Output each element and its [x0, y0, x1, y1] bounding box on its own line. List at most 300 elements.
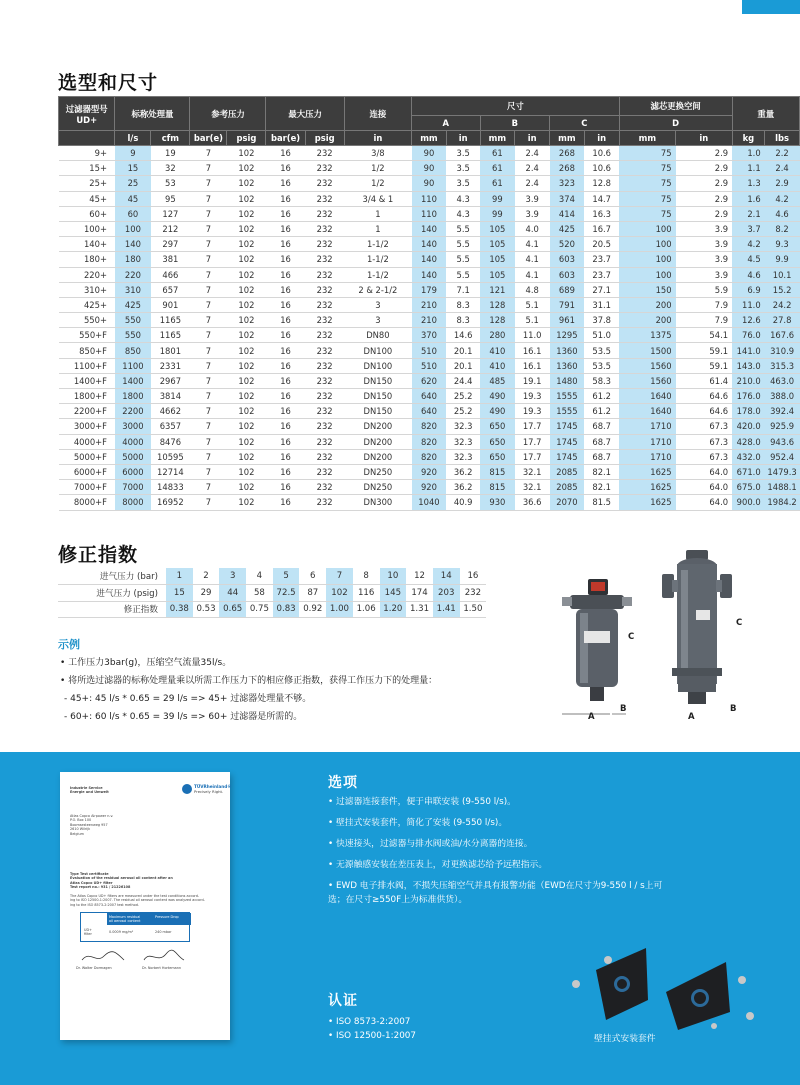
model-cell: 60+ [59, 206, 115, 221]
table-cell: 3/4 & 1 [344, 191, 411, 206]
table-cell: 5.9 [676, 282, 732, 297]
table-cell: 16 [266, 419, 305, 434]
table-cell: 315.3 [765, 358, 800, 373]
table-cell: 16.1 [515, 358, 550, 373]
table-cell: 220 [115, 267, 151, 282]
correction-value: 0.65 [219, 601, 246, 618]
correction-value: 0.92 [299, 601, 326, 618]
table-cell: 1745 [550, 449, 585, 464]
table-cell: 54.1 [676, 328, 732, 343]
example-line: - 60+: 60 l/s * 0.65 = 39 l/s => 60+ 过滤器是所需的。 [64, 712, 303, 722]
table-cell: 640 [412, 404, 447, 419]
table-row [59, 161, 800, 176]
table-cell: 310 [115, 282, 151, 297]
table-cell: 32.3 [446, 434, 480, 449]
correction-label: 修正指数 [58, 601, 166, 618]
correction-value: 0.53 [193, 601, 220, 618]
table-cell: 7 [190, 373, 227, 388]
table-row [59, 267, 800, 282]
table-cell: 7000 [115, 480, 151, 495]
table-cell: 5.5 [446, 237, 480, 252]
table-cell: 657 [151, 282, 190, 297]
table-cell: 102 [227, 297, 266, 312]
table-cell: 17.7 [515, 419, 550, 434]
correction-value: 1.20 [380, 601, 407, 618]
option-item: • 壁挂式安装套件，简化了安装 (9-550 l/s)。 [328, 818, 508, 828]
table-cell: 4.1 [515, 267, 550, 282]
table-cell: 32.3 [446, 419, 480, 434]
table-cell: 36.6 [515, 495, 550, 510]
table-cell: 20.1 [446, 358, 480, 373]
spec-table [58, 96, 800, 511]
table-cell: 2.4 [765, 161, 800, 176]
table-cell: 76.0 [732, 328, 765, 343]
table-cell: 68.7 [584, 434, 619, 449]
table-cell: 4.8 [515, 282, 550, 297]
cert-signer-2: Dr. Norbert Hortemann [142, 966, 182, 970]
table-cell: 12.6 [732, 313, 765, 328]
table-cell: 12714 [151, 464, 190, 479]
unit-header: mm [550, 131, 585, 146]
table-cell: 232 [305, 161, 344, 176]
table-cell: 5.5 [446, 267, 480, 282]
table-cell: 16 [266, 343, 305, 358]
correction-value: 15 [166, 585, 193, 602]
unit-header: lbs [765, 131, 800, 146]
header-dimensions: 尺寸 [412, 97, 620, 116]
options-title: 选项 [328, 775, 358, 791]
table-cell: 143.0 [732, 358, 765, 373]
table-cell: 381 [151, 252, 190, 267]
table-cell: 178.0 [732, 404, 765, 419]
table-cell: 232 [305, 267, 344, 282]
model-cell: 8000+F [59, 495, 115, 510]
table-cell: 102 [227, 434, 266, 449]
table-cell: 1400 [115, 373, 151, 388]
correction-value: 6 [299, 568, 326, 585]
option-item: 选；在尺寸≥550F上为标准供货）。 [328, 894, 468, 905]
table-cell: 1165 [151, 313, 190, 328]
table-cell: 23.7 [584, 252, 619, 267]
table-row [59, 419, 800, 434]
cert-tagline: Precisely Right. [194, 789, 224, 794]
table-cell: 930 [480, 495, 515, 510]
table-cell: 7 [190, 191, 227, 206]
table-cell: 45 [115, 191, 151, 206]
table-cell: 210 [412, 297, 447, 312]
correction-value: 4 [246, 568, 273, 585]
cert-body: The Atlas Copco UD+ filters are measured under the test conditions accord- ing to ISO 12500-1:2007. The residual oil aerosol content was analyzed accord- ing to the ISO 8573-2:2007 test method. [70, 894, 205, 907]
table-cell: 19.3 [515, 389, 550, 404]
table-cell: 16.7 [584, 221, 619, 236]
model-cell: 2200+F [59, 404, 115, 419]
table-cell: 20.1 [446, 343, 480, 358]
table-cell: 620 [412, 373, 447, 388]
table-cell: 61 [480, 161, 515, 176]
dim-label-b-large: B [730, 704, 737, 714]
table-row [59, 252, 800, 267]
table-cell: 2.9 [676, 176, 732, 191]
model-cell: 310+ [59, 282, 115, 297]
unit-header: in [344, 131, 411, 146]
table-cell: 650 [480, 449, 515, 464]
table-cell: 1 [344, 221, 411, 236]
correction-row [58, 601, 486, 618]
table-cell: 1040 [412, 495, 447, 510]
dim-label-b: B [620, 704, 627, 714]
table-cell: 102 [227, 191, 266, 206]
table-cell: 64.0 [676, 480, 732, 495]
table-cell: 140 [412, 252, 447, 267]
table-cell: 520 [550, 237, 585, 252]
model-cell: 1400+F [59, 373, 115, 388]
example-line: - 45+: 45 l/s * 0.65 = 29 l/s => 45+ 过滤器处理量不够。 [64, 694, 312, 704]
correction-value: 174 [406, 585, 433, 602]
table-cell: 310.9 [765, 343, 800, 358]
table-cell: 7 [190, 358, 227, 373]
table-cell: 232 [305, 434, 344, 449]
table-cell: 105 [480, 221, 515, 236]
header-flow: 标称处理量 [115, 97, 190, 131]
table-cell: 99 [480, 191, 515, 206]
table-cell: 7.9 [676, 313, 732, 328]
cert-brand: TÜVRheinland® [194, 784, 232, 789]
table-cell: 68.7 [584, 419, 619, 434]
corner-tab [742, 0, 800, 14]
model-cell: 425+ [59, 297, 115, 312]
table-row [59, 343, 800, 358]
table-cell: 1555 [550, 389, 585, 404]
cert-dept: Industrie Service Energie und Umwelt [70, 786, 109, 795]
table-cell: 689 [550, 282, 585, 297]
table-cell: 16 [266, 358, 305, 373]
table-cell: 140 [412, 221, 447, 236]
table-cell: 212 [151, 221, 190, 236]
table-cell: 1710 [619, 449, 675, 464]
table-cell: DN250 [344, 480, 411, 495]
table-cell: 815 [480, 480, 515, 495]
header-max-pressure: 最大压力 [266, 97, 344, 131]
correction-value: 44 [219, 585, 246, 602]
table-cell: 179 [412, 282, 447, 297]
table-cell: 7 [190, 161, 227, 176]
table-cell: 75 [619, 206, 675, 221]
table-cell: 1100 [115, 358, 151, 373]
table-cell: 1295 [550, 328, 585, 343]
dim-label-c: C [628, 632, 635, 642]
correction-value: 1.41 [433, 601, 460, 618]
unit-header: in [515, 131, 550, 146]
table-cell: 102 [227, 358, 266, 373]
table-cell: 4.2 [765, 191, 800, 206]
table-cell: 10.1 [765, 267, 800, 282]
table-cell: 128 [480, 297, 515, 312]
unit-header: mm [619, 131, 675, 146]
table-cell: 3.9 [676, 252, 732, 267]
correction-value: 1 [166, 568, 193, 585]
table-row [59, 206, 800, 221]
header-dim-d: D [619, 116, 732, 131]
table-cell: 1-1/2 [344, 252, 411, 267]
table-cell: 7 [190, 237, 227, 252]
table-cell: 232 [305, 237, 344, 252]
table-cell: 432.0 [732, 449, 765, 464]
table-cell: 64.6 [676, 404, 732, 419]
table-cell: 16 [266, 449, 305, 464]
table-cell: 2.4 [515, 161, 550, 176]
model-cell: 4000+F [59, 434, 115, 449]
cert-table [80, 912, 190, 942]
table-cell: 82.1 [584, 480, 619, 495]
table-cell: 1500 [619, 343, 675, 358]
table-cell: 550 [115, 313, 151, 328]
table-cell: 10.6 [584, 161, 619, 176]
table-cell: 1640 [619, 404, 675, 419]
table-cell: 16 [266, 480, 305, 495]
table-cell: 37.8 [584, 313, 619, 328]
table-cell: 25.2 [446, 404, 480, 419]
table-row [59, 495, 800, 510]
table-cell: 7 [190, 404, 227, 419]
option-item: • 过滤器连接套件，便于串联安装 (9-550 l/s)。 [328, 797, 516, 807]
table-cell: 15 [115, 161, 151, 176]
model-cell: 25+ [59, 176, 115, 191]
unit-header: mm [480, 131, 515, 146]
certification-item: • ISO 8573-2:2007 [328, 1017, 411, 1027]
table-cell: 64.6 [676, 389, 732, 404]
table-cell: 7.1 [446, 282, 480, 297]
table-cell: 1.6 [732, 191, 765, 206]
header-dim-c: C [550, 116, 620, 131]
table-cell: 9 [115, 146, 151, 161]
table-cell: 3.9 [515, 191, 550, 206]
table-cell: 8476 [151, 434, 190, 449]
table-cell: 232 [305, 404, 344, 419]
table-cell: 232 [305, 343, 344, 358]
table-cell: 603 [550, 267, 585, 282]
table-row [59, 297, 800, 312]
table-cell: 102 [227, 328, 266, 343]
table-cell: 16 [266, 297, 305, 312]
table-cell: 16 [266, 191, 305, 206]
table-cell: 75 [619, 146, 675, 161]
table-cell: 490 [480, 404, 515, 419]
correction-value: 14 [433, 568, 460, 585]
table-cell: 16 [266, 161, 305, 176]
table-cell: 232 [305, 313, 344, 328]
table-cell: 100 [619, 252, 675, 267]
table-cell: 675.0 [732, 480, 765, 495]
cert-table-v2: 240 mbar [155, 930, 172, 934]
table-cell: 17.7 [515, 434, 550, 449]
table-cell: 100 [115, 221, 151, 236]
table-cell: 1165 [151, 328, 190, 343]
table-cell: 4.2 [732, 237, 765, 252]
table-cell: 5.1 [515, 313, 550, 328]
table-cell: 7 [190, 495, 227, 510]
certification-item: • ISO 12500-1:2007 [328, 1030, 416, 1041]
table-cell: 7 [190, 146, 227, 161]
table-cell: DN200 [344, 434, 411, 449]
table-cell: 167.6 [765, 328, 800, 343]
table-cell: 140 [412, 267, 447, 282]
header-ref-pressure: 参考压力 [190, 97, 266, 131]
table-cell: 603 [550, 252, 585, 267]
table-cell: 4000 [115, 434, 151, 449]
table-cell: 232 [305, 206, 344, 221]
table-cell: 1625 [619, 480, 675, 495]
table-cell: 105 [480, 252, 515, 267]
example-title: 示例 [58, 638, 80, 651]
table-cell: 4.1 [515, 252, 550, 267]
table-cell: 58.3 [584, 373, 619, 388]
table-cell: 925.9 [765, 419, 800, 434]
tuv-certificate [60, 772, 230, 1040]
table-cell: 2.2 [765, 146, 800, 161]
table-cell: 24.2 [765, 297, 800, 312]
table-cell: 7.9 [676, 297, 732, 312]
table-cell: 102 [227, 343, 266, 358]
model-cell: 9+ [59, 146, 115, 161]
section-title-selection: 选型和尺寸 [58, 72, 159, 94]
table-cell: 9.3 [765, 237, 800, 252]
correction-value: 7 [326, 568, 353, 585]
table-cell: 16 [266, 282, 305, 297]
model-cell: 850+F [59, 343, 115, 358]
table-cell: 428.0 [732, 434, 765, 449]
table-cell: 200 [619, 297, 675, 312]
table-cell: 16 [266, 176, 305, 191]
table-cell: 1/2 [344, 161, 411, 176]
table-cell: 961 [550, 313, 585, 328]
table-cell: 8.3 [446, 313, 480, 328]
table-cell: 16 [266, 146, 305, 161]
table-cell: 102 [227, 221, 266, 236]
unit-header: in [446, 131, 480, 146]
table-cell: 323 [550, 176, 585, 191]
correction-value: 232 [460, 585, 487, 602]
table-cell: 2200 [115, 404, 151, 419]
table-cell: 410 [480, 343, 515, 358]
table-cell: 53.5 [584, 358, 619, 373]
table-cell: 100 [619, 237, 675, 252]
table-cell: 16 [266, 252, 305, 267]
correction-value: 1.50 [460, 601, 487, 618]
table-cell: 11.0 [515, 328, 550, 343]
table-cell: 140 [115, 237, 151, 252]
table-cell: 820 [412, 419, 447, 434]
table-cell: 3.5 [446, 146, 480, 161]
table-row [59, 221, 800, 236]
table-cell: 16 [266, 206, 305, 221]
table-cell: 19.1 [515, 373, 550, 388]
table-cell: 1.1 [732, 161, 765, 176]
table-cell: 1625 [619, 495, 675, 510]
table-cell: 4.3 [446, 191, 480, 206]
correction-value: 0.38 [166, 601, 193, 618]
table-cell: 100 [619, 267, 675, 282]
signature-image [80, 948, 190, 966]
table-cell: DN200 [344, 419, 411, 434]
cert-table-h1: Maximum residual oil aerosol content [109, 915, 141, 924]
table-cell: 2967 [151, 373, 190, 388]
table-cell: 671.0 [732, 464, 765, 479]
table-cell: 297 [151, 237, 190, 252]
table-cell: 32.3 [446, 449, 480, 464]
table-cell: 75 [619, 161, 675, 176]
table-cell: 3.9 [676, 267, 732, 282]
correction-value: 58 [246, 585, 273, 602]
table-cell: 7 [190, 464, 227, 479]
table-cell: 90 [412, 176, 447, 191]
table-cell: 8.2 [765, 221, 800, 236]
table-cell: 650 [480, 419, 515, 434]
table-cell: 490 [480, 389, 515, 404]
correction-table [58, 568, 486, 618]
table-cell: 550 [115, 328, 151, 343]
table-cell: 16 [266, 495, 305, 510]
table-cell: 2.9 [765, 176, 800, 191]
table-cell: 1640 [619, 389, 675, 404]
model-cell: 15+ [59, 161, 115, 176]
table-cell: 232 [305, 419, 344, 434]
header-model: 过滤器型号 UD+ [59, 97, 115, 131]
table-cell: 36.2 [446, 464, 480, 479]
correction-value: 1.31 [406, 601, 433, 618]
table-cell: 791 [550, 297, 585, 312]
table-cell: 14833 [151, 480, 190, 495]
table-cell: 232 [305, 328, 344, 343]
correction-value: 145 [380, 585, 407, 602]
table-cell: 10595 [151, 449, 190, 464]
table-cell: 128 [480, 313, 515, 328]
table-cell: 232 [305, 191, 344, 206]
large-filter-image [660, 548, 743, 710]
dim-label-a-large: A [688, 712, 695, 722]
table-cell: 102 [227, 146, 266, 161]
cert-address: Atlas Copco Airpower n.v. P.O. Box 100 Boomsesteenweg 957 2610 Wilrijk Belgium [70, 814, 114, 836]
table-cell: 7 [190, 480, 227, 495]
table-cell: 16 [266, 221, 305, 236]
table-row [59, 358, 800, 373]
table-cell: 425 [115, 297, 151, 312]
table-cell: 7 [190, 328, 227, 343]
table-cell: 7 [190, 252, 227, 267]
table-cell: 25 [115, 176, 151, 191]
table-cell: 1 [344, 206, 411, 221]
model-cell: 1800+F [59, 389, 115, 404]
model-cell: 550+ [59, 313, 115, 328]
table-cell: 232 [305, 252, 344, 267]
table-cell: 64.0 [676, 464, 732, 479]
table-cell: 420.0 [732, 419, 765, 434]
header-weight: 重量 [732, 97, 799, 131]
table-cell: 485 [480, 373, 515, 388]
table-cell: 31.1 [584, 297, 619, 312]
table-cell: 59.1 [676, 358, 732, 373]
table-cell: 90 [412, 161, 447, 176]
table-row [59, 373, 800, 388]
table-cell: 7 [190, 282, 227, 297]
table-cell: DN100 [344, 343, 411, 358]
header-connection: 连接 [344, 97, 411, 131]
table-cell: 102 [227, 449, 266, 464]
table-cell: 820 [412, 434, 447, 449]
table-cell: 102 [227, 419, 266, 434]
table-cell: 99 [480, 206, 515, 221]
table-cell: 392.4 [765, 404, 800, 419]
table-cell: 1360 [550, 343, 585, 358]
